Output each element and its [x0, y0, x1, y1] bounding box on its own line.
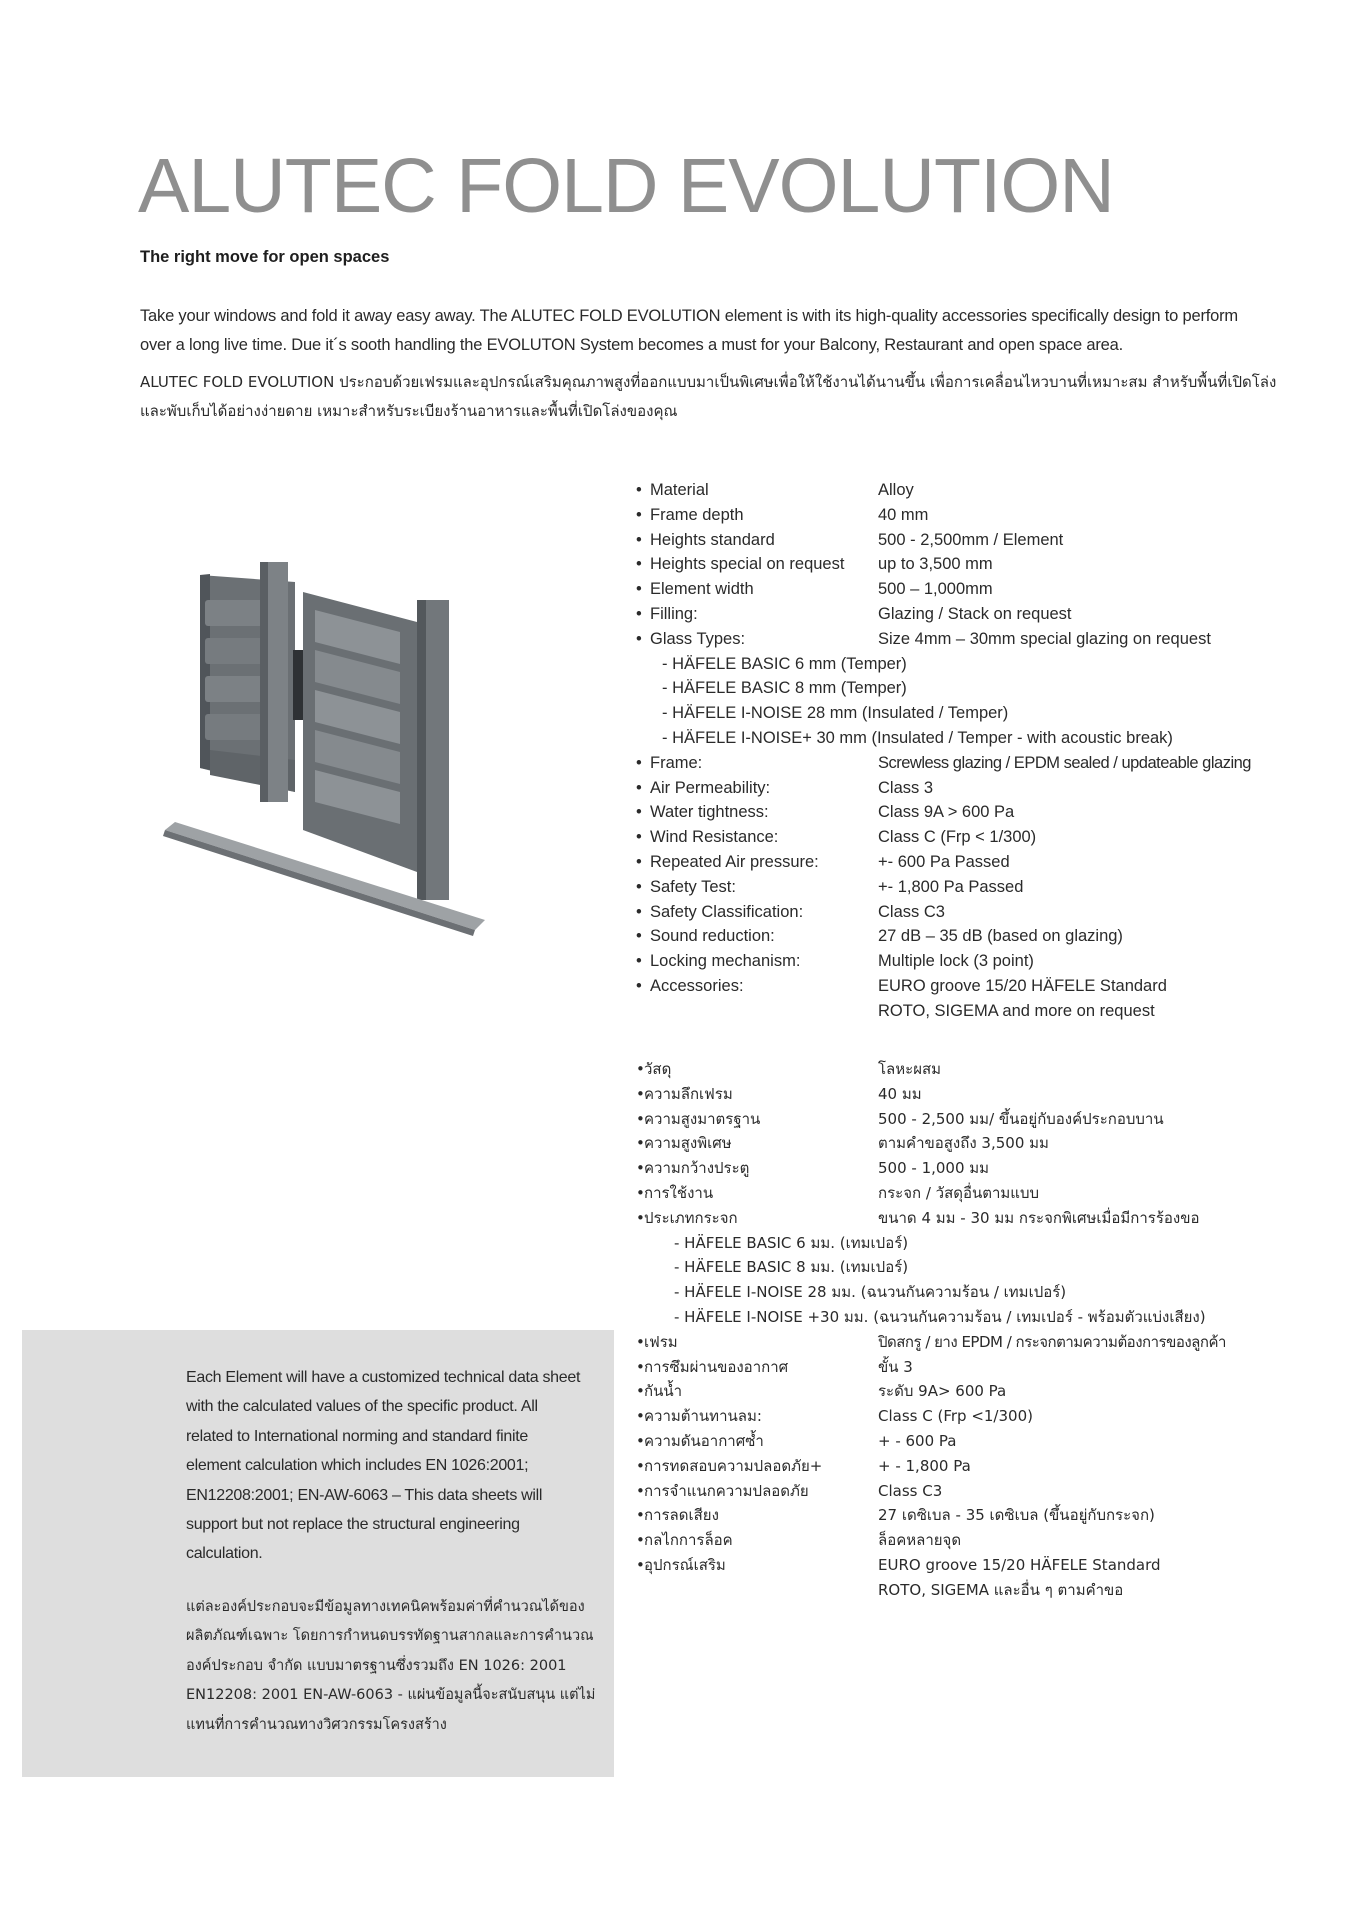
spec-value: Class C3 [878, 1481, 943, 1500]
spec-value: ขนาด 4 มม - 30 มม กระจกพิเศษเมื่อมีการร้องขอ [878, 1208, 1200, 1227]
spec-label: Accessories: [650, 976, 744, 995]
spec-subitem [636, 676, 1251, 701]
spec-label: Frame depth [650, 505, 744, 524]
spec-value: Alloy [878, 481, 914, 499]
spec-subitem-text: - HÄFELE I-NOISE 28 มม. (ฉนวนกันความร้อน / เทมเปอร์) [674, 1283, 1067, 1302]
spec-label: กันน้ำ [644, 1382, 683, 1401]
bullet-icon: • [636, 852, 642, 871]
spec-item [636, 503, 1251, 528]
spec-value: EURO groove 15/20 HÄFELE Standard [878, 976, 1167, 995]
spec-value: ขั้น 3 [878, 1357, 913, 1376]
spec-value: + - 600 Pa [878, 1431, 957, 1450]
spec-item [636, 974, 1251, 999]
spec-value: Glazing / Stack on request [878, 604, 1072, 623]
bullet-icon: • [636, 629, 642, 648]
spec-label: การจำแนกความปลอดภัย [644, 1481, 809, 1500]
technical-note-thai: แต่ละองค์ประกอบจะมีข้อมูลทางเทคนิคพร้อมค่าที่คำนวณได้ของผลิตภัณฑ์เฉพาะ โดยการกำหนดบรรทัดฐานสากลและการคำนวณองค์ประกอบ จำกัด แบบมาตรฐานซึ่งรวมถึง EN 1026: 2001 EN12208: 2001 EN-AW-6063 - แผ่นข้อมูลนี้จะสนับสนุน แต่ไม่แทนที่การคำนวณทางวิศวกรรมโครงสร้าง [186, 1599, 596, 1733]
spec-item [636, 1404, 1226, 1429]
page-subtitle: The right move for open spaces [140, 248, 390, 266]
spec-subitem-text: - HÄFELE BASIC 8 mm (Temper) [662, 679, 907, 698]
bullet-icon: • [636, 1382, 645, 1401]
bullet-icon: • [636, 1555, 645, 1574]
spec-value: 500 - 2,500 มม/ ขึ้นอยู่กับองค์ประกอบบาน [878, 1109, 1164, 1128]
spec-value: ระดับ 9A> 600 Pa [878, 1382, 1007, 1401]
spec-subitem [636, 1280, 1226, 1305]
spec-item [636, 800, 1251, 825]
spec-label: ประเภทกระจก [644, 1208, 738, 1227]
bullet-icon: • [636, 505, 642, 524]
spec-value: Class C (Frp <1/300) [878, 1407, 1033, 1426]
spec-label: การซึมผ่านของอากาศ [644, 1357, 789, 1376]
bullet-icon: • [636, 481, 642, 499]
bullet-icon: • [636, 604, 642, 623]
bullet-icon: • [636, 1084, 645, 1103]
spec-label: Material [650, 481, 709, 499]
bullet-icon: • [636, 1357, 645, 1376]
bullet-icon: • [636, 1109, 645, 1128]
intro-english: Take your windows and fold it away easy away. The ALUTEC FOLD EVOLUTION element is with its high-quality accessories specifically design to perform over a long live time. Due it´s sooth handling the EVOLUTON System becomes a must for your Balcony, Restaurant and open space area. [140, 307, 1238, 354]
left-panel [200, 562, 295, 802]
spec-value: 27 dB – 35 dB (based on glazing) [878, 927, 1123, 946]
spec-subitem [636, 1255, 1226, 1280]
spec-item [636, 1181, 1226, 1206]
spec-subitem-text: - HÄFELE I-NOISE 28 mm (Insulated / Temper) [662, 704, 1009, 723]
spec-list-thai [636, 1057, 1226, 1603]
spec-label: การลดเสียง [644, 1506, 719, 1525]
spec-value: กระจก / วัสดุอื่นตามแบบ [878, 1183, 1040, 1202]
hinge [293, 650, 303, 720]
spec-value: Class 9A > 600 Pa [878, 803, 1015, 822]
spec-item [636, 1503, 1226, 1528]
spec-item [636, 1156, 1226, 1181]
spec-item [636, 1082, 1226, 1107]
spec-label: ความสูงมาตรฐาน [644, 1109, 761, 1128]
bullet-icon: • [636, 803, 642, 822]
spec-value: ROTO, SIGEMA และอื่น ๆ ตามคำขอ [878, 1580, 1124, 1599]
bullet-icon [636, 999, 650, 1024]
bullet-icon: • [636, 902, 642, 921]
bullet-icon: • [636, 1208, 645, 1227]
bullet-icon: • [636, 1456, 645, 1475]
spec-item [636, 1553, 1226, 1578]
bullet-icon: • [636, 753, 642, 772]
spec-value: 27 เดซิเบล - 35 เดซิเบล (ขึ้นอยู่กับกระจก) [878, 1506, 1155, 1525]
spec-label: ความดันอากาศซ้ำ [644, 1431, 764, 1450]
bullet-icon: • [636, 952, 642, 971]
spec-item [636, 751, 1251, 776]
spec-label: Safety Classification: [650, 902, 804, 921]
bullet-icon: • [636, 877, 642, 896]
spec-item [636, 478, 1251, 503]
spec-label: ความต้านทานลม: [644, 1407, 762, 1426]
spec-subitem-text: - HÄFELE BASIC 6 มม. (เทมเปอร์) [674, 1233, 909, 1252]
technical-note-english: Each Element will have a customized technical data sheet with the calculated values of the specific product. All related to International norming and standard finite element calculation which includes EN 1026:2001; EN12208:2001; EN-AW-6063 – This data sheets will support but not replace the structural engineering calculation. [186, 1369, 581, 1563]
spec-label: การใช้งาน [644, 1183, 714, 1202]
spec-value: 40 มม [878, 1084, 922, 1103]
spec-item [636, 776, 1251, 801]
spec-item [636, 850, 1251, 875]
spec-item [636, 1479, 1226, 1504]
spec-item [636, 949, 1251, 974]
bullet-icon: • [636, 1159, 645, 1178]
spec-value: ตามคำขอสูงถึง 3,500 มม [878, 1134, 1049, 1153]
spec-label: ความลึกเฟรม [644, 1084, 733, 1103]
spec-item [636, 825, 1251, 850]
bullet-icon: • [636, 778, 642, 797]
bullet-icon: • [636, 1431, 645, 1450]
spec-value: EURO groove 15/20 HÄFELE Standard [878, 1555, 1161, 1574]
spec-item [636, 602, 1251, 627]
spec-label [650, 999, 878, 1024]
spec-item [636, 1330, 1226, 1355]
spec-item [636, 1107, 1226, 1132]
spec-label: การทดสอบความปลอดภัย+ [644, 1456, 823, 1475]
spec-value: Size 4mm – 30mm special glazing on request [878, 629, 1211, 648]
spec-value: ล็อคหลายจุด [878, 1531, 962, 1550]
spec-value: Class C3 [878, 902, 945, 921]
spec-item [636, 1355, 1226, 1380]
spec-label: เฟรม [644, 1332, 678, 1351]
spec-value: โลหะผสม [878, 1060, 942, 1078]
bullet-icon: • [636, 927, 642, 946]
spec-item [636, 577, 1251, 602]
spec-item [636, 875, 1251, 900]
spec-item [636, 1454, 1226, 1479]
spec-item [636, 900, 1251, 925]
left-frame-post-edge [260, 562, 268, 802]
intro-thai: ALUTEC FOLD EVOLUTION ประกอบด้วยเฟรมและอุปกรณ์เสริมคุณภาพสูงที่ออกแบบมาเป็นพิเศษเพื่อให้ใช้งานได้นานขึ้น เพื่อการเคลื่อนไหวบานที่เหมาะสม สำหรับพื้นที่เปิดโล่งและพับเก็บได้อย่างง่ายดาย เหมาะสำหรับระเบียงร้านอาหารและพื้นที่เปิดโล่งของคุณ [140, 373, 1277, 420]
bullet-icon: • [636, 1183, 645, 1202]
spec-value: 500 – 1,000mm [878, 580, 993, 599]
bullet-icon: • [636, 530, 642, 549]
spec-subitem-text: - HÄFELE I-NOISE +30 มม. (ฉนวนกันความร้อน / เทมเปอร์ - พร้อมตัวแบ่งเสียง) [674, 1307, 1206, 1326]
bullet-icon: • [636, 555, 642, 574]
right-frame-post-edge [417, 600, 426, 900]
right-panel [303, 592, 449, 900]
spec-value: +- 1,800 Pa Passed [878, 877, 1024, 896]
spec-label: Glass Types: [650, 629, 746, 648]
spec-value: 500 - 2,500mm / Element [878, 530, 1064, 549]
spec-subitem [636, 726, 1251, 751]
bullet-icon: • [636, 1134, 645, 1153]
spec-subitem [636, 701, 1251, 726]
page-title: ALUTEC FOLD EVOLUTION [138, 143, 1114, 229]
spec-label: Heights special on request [650, 555, 845, 574]
bullet-icon: • [636, 1407, 645, 1426]
bullet-icon: • [636, 1506, 645, 1525]
spec-value: up to 3,500 mm [878, 555, 993, 574]
spec-continuation [636, 1578, 1226, 1603]
spec-item [636, 1528, 1226, 1553]
spec-label: อุปกรณ์เสริม [644, 1555, 726, 1574]
spec-value: 40 mm [878, 505, 929, 524]
spec-label: Safety Test: [650, 877, 736, 896]
slat [205, 638, 265, 664]
spec-label: ความสูงพิเศษ [644, 1134, 732, 1153]
spec-label: Heights standard [650, 530, 775, 549]
spec-item [636, 627, 1251, 652]
bullet-icon: • [636, 1531, 645, 1550]
spec-item [636, 924, 1251, 949]
spec-value: +- 600 Pa Passed [878, 852, 1010, 871]
bullet-icon: • [636, 1060, 645, 1078]
spec-item [636, 1057, 1226, 1082]
spec-subitem [636, 1231, 1226, 1256]
spec-label: Repeated Air pressure: [650, 852, 819, 871]
spec-value: Class C (Frp < 1/300) [878, 828, 1037, 847]
bullet-icon: • [636, 1332, 645, 1351]
spec-item [636, 1206, 1226, 1231]
spec-value: Screwless glazing / EPDM sealed / updateable glazing [878, 753, 1251, 772]
spec-item [636, 1429, 1226, 1454]
spec-value: Class 3 [878, 778, 934, 797]
slat [205, 600, 265, 626]
spec-value: + - 1,800 Pa [878, 1456, 971, 1475]
spec-value: ROTO, SIGEMA and more on request [878, 1001, 1155, 1020]
spec-label: กลไกการล็อค [644, 1531, 733, 1550]
spec-value: 500 - 1,000 มม [878, 1159, 990, 1178]
spec-subitem-text: - HÄFELE I-NOISE+ 30 mm (Insulated / Temper - with acoustic break) [662, 728, 1173, 747]
spec-item [636, 528, 1251, 553]
spec-label: Filling: [650, 604, 698, 623]
spec-label: Sound reduction: [650, 927, 775, 946]
spec-label: Element width [650, 580, 754, 599]
spec-item [636, 1131, 1226, 1156]
spec-value: Multiple lock (3 point) [878, 952, 1034, 971]
spec-value: ปิดสกรู / ยาง EPDM / กระจกตามความต้องการของลูกค้า [878, 1332, 1226, 1351]
right-panel-slats [315, 610, 400, 824]
slat [205, 676, 265, 702]
spec-item [636, 1379, 1226, 1404]
bullet-icon: • [636, 580, 642, 599]
spec-subitem [636, 1305, 1226, 1330]
spec-label [644, 1578, 878, 1603]
bullet-icon: • [636, 828, 642, 847]
product-image [155, 560, 615, 960]
spec-label: Locking mechanism: [650, 952, 801, 971]
spec-label: วัสดุ [644, 1060, 672, 1078]
spec-label: Wind Resistance: [650, 828, 779, 847]
bullet-icon [636, 1578, 644, 1603]
spec-continuation [636, 999, 1251, 1024]
spec-subitem [636, 652, 1251, 677]
bullet-icon: • [636, 1481, 645, 1500]
bullet-icon: • [636, 976, 642, 995]
spec-subitem-text: - HÄFELE BASIC 8 มม. (เทมเปอร์) [674, 1258, 909, 1277]
spec-label: ความกว้างประตู [644, 1159, 750, 1178]
slat [205, 714, 265, 740]
spec-subitem-text: - HÄFELE BASIC 6 mm (Temper) [662, 654, 907, 673]
spec-label: Water tightness: [650, 803, 769, 822]
spec-list-english [636, 478, 1251, 1024]
spec-label: Frame: [650, 753, 703, 772]
spec-item [636, 552, 1251, 577]
spec-label: Air Permeability: [650, 778, 771, 797]
